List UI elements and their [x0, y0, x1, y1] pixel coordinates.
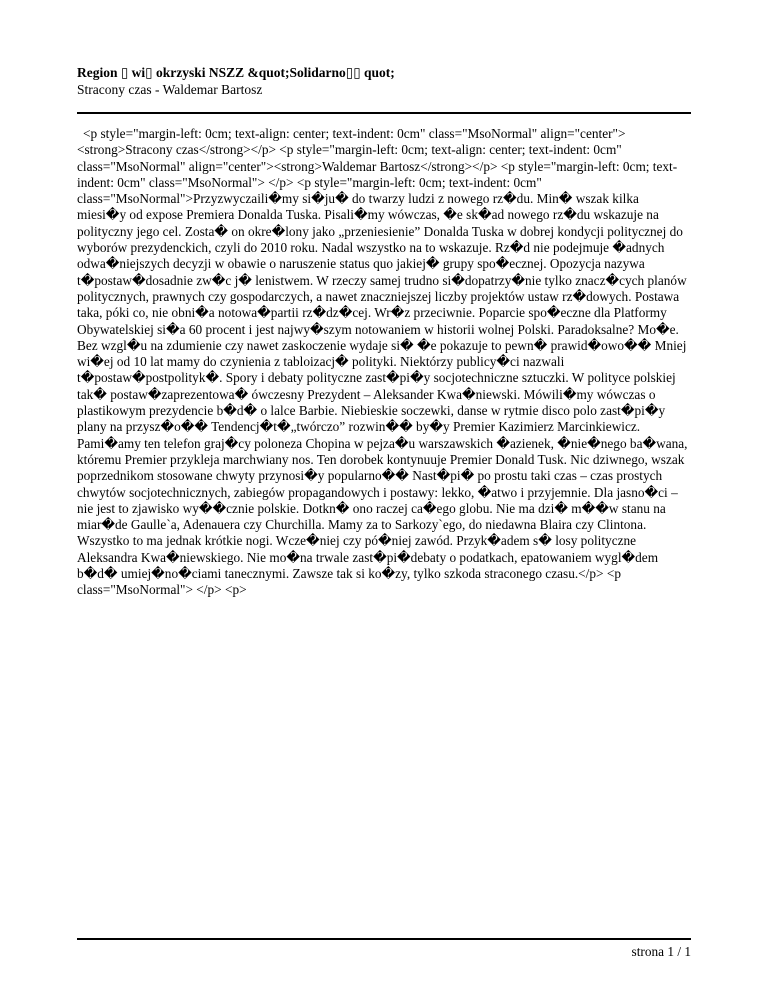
document-header	[77, 64, 691, 98]
site-title: Region ▯ wi▯ okrzyski NSZZ &quot;Solidarno▯▯ quot;	[77, 65, 395, 80]
footer-divider	[77, 938, 691, 940]
article-subtitle: Stracony czas - Waldemar Bartosz	[77, 82, 263, 97]
header-divider	[77, 112, 691, 114]
article-body: <p style="margin-left: 0cm; text-align: center; text-indent: 0cm" class="MsoNormal" align="center"><strong>Stracony czas</strong></p> <p style="margin-left: 0cm; text-align: center; text-indent: 0cm" class="MsoNormal" align="center"><strong>Waldemar Bartosz</strong></p> <p style="margin-left: 0cm; text-indent: 0cm" class="MsoNormal"> </p> <p style="margin-left: 0cm; text-indent: 0cm" class="MsoNormal">Przyzwyczaili�my si�ju� do twarzy ludzi z nowego rz�du. Min� wszak kilka miesi�y od expose Premiera Donalda Tuska. Pisali�my wówczas, �e sk�ad nowego rz�du wskazuje na polityczny jego cel. Zosta� on okre�lony jako „przeniesienie” Donalda Tuska w dobrej kondycji politycznej do wyborów prezydenckich, czyli do 2010 roku. Nadal wszystko na to wskazuje. Rz�d nie podejmuje �adnych odwa�niejszych decyzji w obawie o naruszenie status quo jakiej� grupy spo�ecznej. Opozycja nazywa t�postaw�dosadnie zw�c j� lenistwem. W rzeczy samej trudno si�dopatrzy�nie tylko znacz�cych planów politycznych, prawnych czy gospodarczych, a nawet znaczniejszej liczby projektów ustaw rz�dowych. Postawa taka, póki co, nie obni�a notowa�partii rz�dz�cej. Wr�z przeciwnie. Poparcie spo�eczne dla Platformy Obywatelskiej si�a 60 procent i jest najwy�szym notowaniem w historii wolnej Polski. Paradoksalne? Mo�e. Bez wzgl�u na zdumienie czy nawet zaskoczenie wydaje si� �e pokazuje to pewn� prawid�owo�� Mniej wi�ej od 10 lat mamy do czynienia z tabloizacj� polityki. Niektórzy publicy�ci nazwali t�postaw�postpolityk�. Spory i debaty polityczne zast�pi�y socjotechniczne sztuczki. W polityce polskiej tak� postaw�zaprezentowa� ówczesny Prezydent – Aleksander Kwa�niewski. Mówili�my wówczas o plastikowym prezydencie b�d� o lalce Barbie. Niebieskie soczewki, danse w rytmie disco polo zast�pi�y plany na przysz�o�� Tendencj�t�„twórczo” rozwin�� by�y Premier Kazimierz Marcinkiewicz. Pami�amy ten telefon graj�cy poloneza Chopina w pejza�u warszawskich �azienek, �nie�nego ba�wana, któremu Premier przykleja marchwiany nos. Ten dorobek kontynuuje Premier Donald Tusk. Nic dziwnego, wszak poprzednikom stosowane chwyty przynosi�y popularno�� Nast�pi� po prostu taki czas – czas prostych chwytów socjotechnicznych, zabiegów propagandowych i postawy: lekko, �atwo i przyjemnie. Dla jasno�ci – nie jest to zjawisko wy��cznie polskie. Dotkn� ono raczej ca�ego globu. Nie ma dzi� m��w stanu na miar�de Gaulle`a, Adenauera czy Churchilla. Mamy za to Sarkozy`ego, do niedawna Blaira czy Clintona. Wszystko to ma jednak krótkie nogi. Wcze�niej czy pó�niej zawód. Przyk�adem s� losy polityczne Aleksandra Kwa�niewskiego. Nie mo�na trwale zast�pi�debaty o podatkach, epatowaniem wygl�dem b�d� umiej�no�ciami tanecznymi. Zawsze tak si ko�zy, tylko szkoda straconego czasu.</p> <p class="MsoNormal"> </p> <p>	[77, 126, 688, 598]
page-number: strona 1 / 1	[631, 944, 691, 959]
